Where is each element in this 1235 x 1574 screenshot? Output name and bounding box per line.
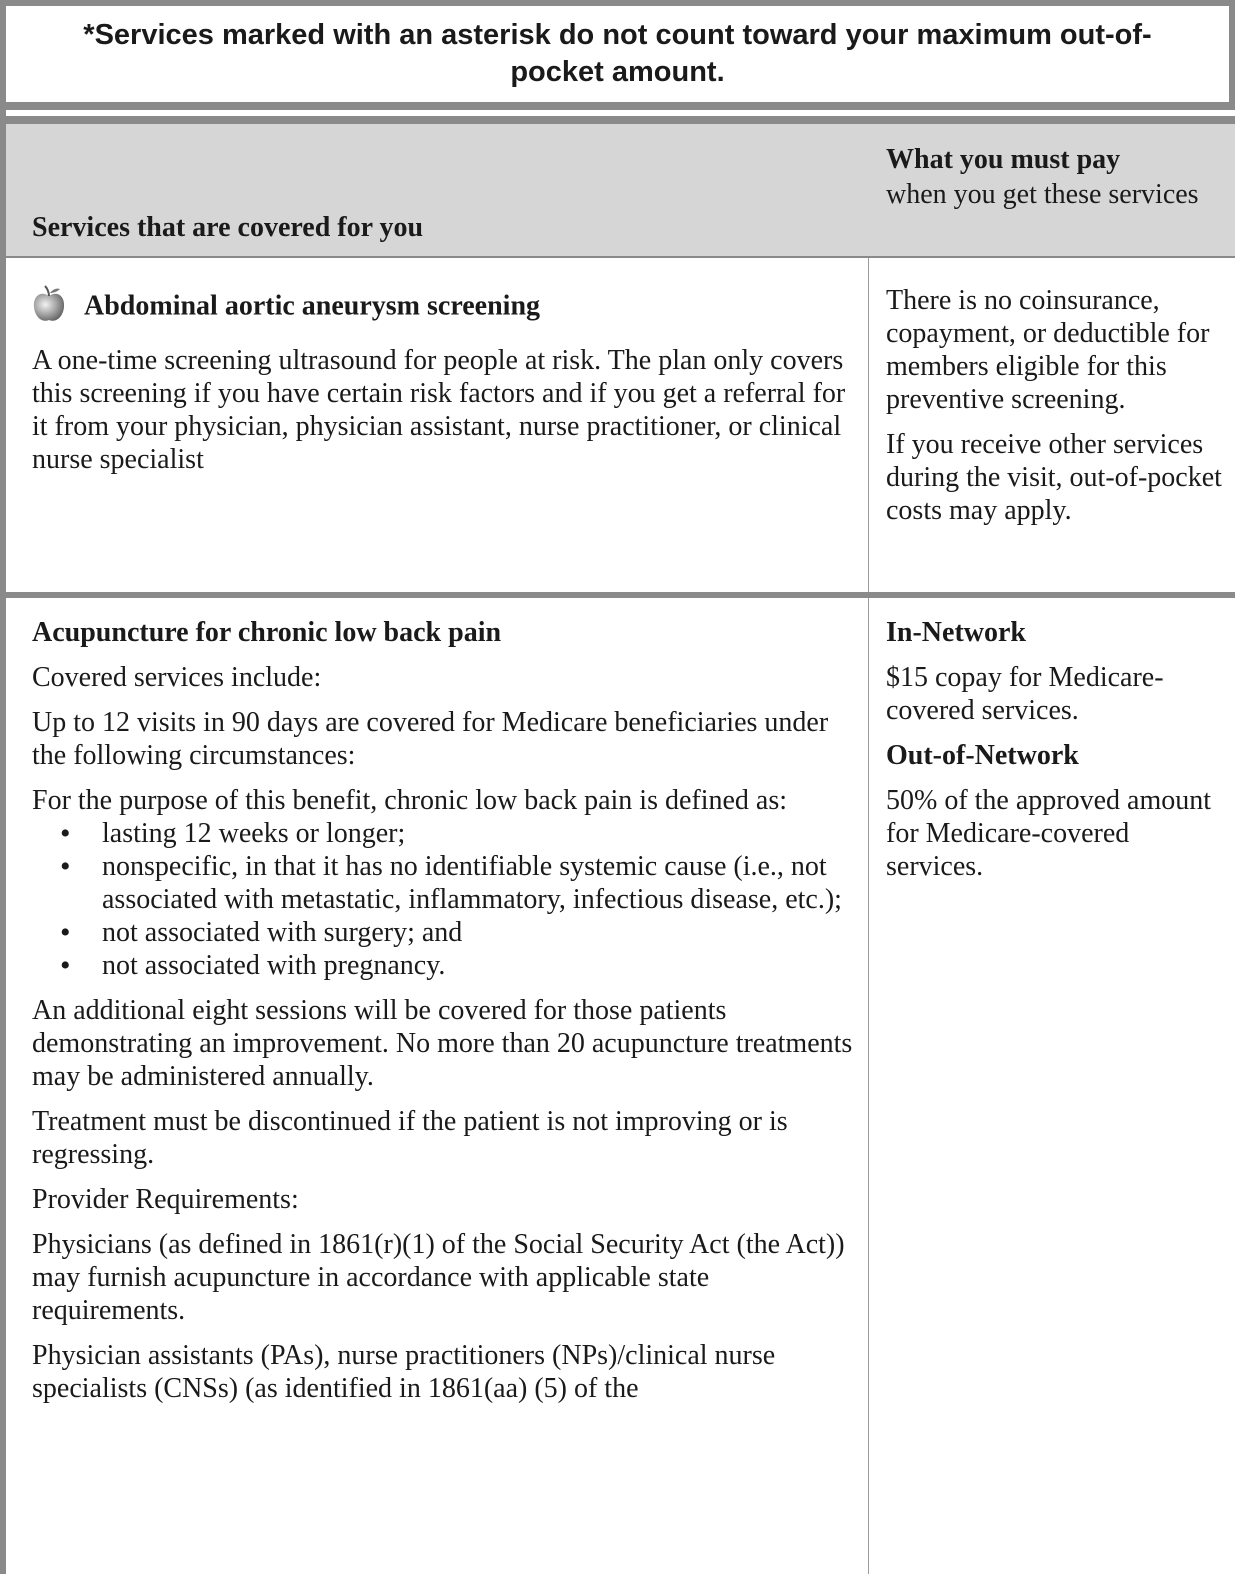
in-network-label: In-Network — [886, 617, 1026, 648]
list-item: • lasting 12 weeks or longer; — [32, 817, 858, 850]
list-item: • not associated with pregnancy. — [32, 949, 858, 982]
service-paragraph: An additional eight sessions will be covered for those patients demonstrating an improvement. No more than 20 acupuncture treatments may be administered annually. — [32, 995, 853, 1092]
apple-icon — [32, 284, 66, 332]
cost-paragraph: If you receive other services during the visit, out-of-pocket costs may apply. — [886, 429, 1222, 526]
service-paragraph: Up to 12 visits in 90 days are covered for Medicare beneficiaries under the following circumstances: — [32, 707, 829, 771]
header-services-covered: Services that are covered for you — [32, 212, 424, 243]
table-header — [6, 116, 1235, 256]
table-row — [6, 598, 1235, 1574]
service-paragraph: Physicians (as defined in 1861(r)(1) of the Social Security Act (the Act)) may furnish acupuncture in accordance with applicable state requirements. — [32, 1229, 845, 1326]
header-what-you-pay-bold: What you must pay — [886, 144, 1121, 175]
cost-cell — [886, 284, 1226, 527]
list-item: • nonspecific, in that it has no identifiable systemic cause (i.e., not associated with metastatic, inflammatory, infectious disease, etc.); — [32, 850, 858, 916]
service-description-cell — [32, 616, 858, 1405]
service-title: Acupuncture for chronic low back pain — [32, 617, 502, 648]
cost-cell — [886, 616, 1226, 883]
table-row — [6, 256, 1235, 598]
service-paragraph: Treatment must be discontinued if the patient is not improving or is regressing. — [32, 1106, 788, 1170]
service-paragraph: Provider Requirements: — [32, 1184, 299, 1215]
asterisk-notice: *Services marked with an asterisk do not count toward your maximum out-of-pocket amount. — [6, 0, 1235, 110]
out-of-network-label: Out-of-Network — [886, 740, 1079, 771]
service-paragraph: Physician assistants (PAs), nurse practitioners (NPs)/clinical nurse specialists (CNSs) (as identified in 1861(aa) (5) of the — [32, 1340, 776, 1404]
header-what-you-pay — [886, 142, 1216, 212]
in-network-text: $15 copay for Medicare-covered services. — [886, 662, 1164, 726]
service-title: Abdominal aortic aneurysm screening — [84, 290, 541, 322]
header-what-you-pay-rest: when you get these services — [886, 179, 1199, 210]
criteria-list — [32, 817, 858, 982]
service-paragraph: A one-time screening ultrasound for people at risk. The plan only covers this screening if you have certain risk factors and if you get a referral for it from your physician, physician assistant, nurse practitioner, or clinical nurse specialist — [32, 345, 846, 475]
list-item: • not associated with surgery; and — [32, 916, 858, 949]
service-paragraph: For the purpose of this benefit, chronic low back pain is defined as: — [32, 785, 788, 816]
out-of-network-text: 50% of the approved amount for Medicare-covered services. — [886, 785, 1212, 882]
service-title-row — [32, 284, 858, 332]
service-description-cell — [32, 284, 858, 476]
service-paragraph: Covered services include: — [32, 662, 322, 693]
cost-paragraph: There is no coinsurance, copayment, or deductible for members eligible for this preventive screening. — [886, 285, 1210, 415]
